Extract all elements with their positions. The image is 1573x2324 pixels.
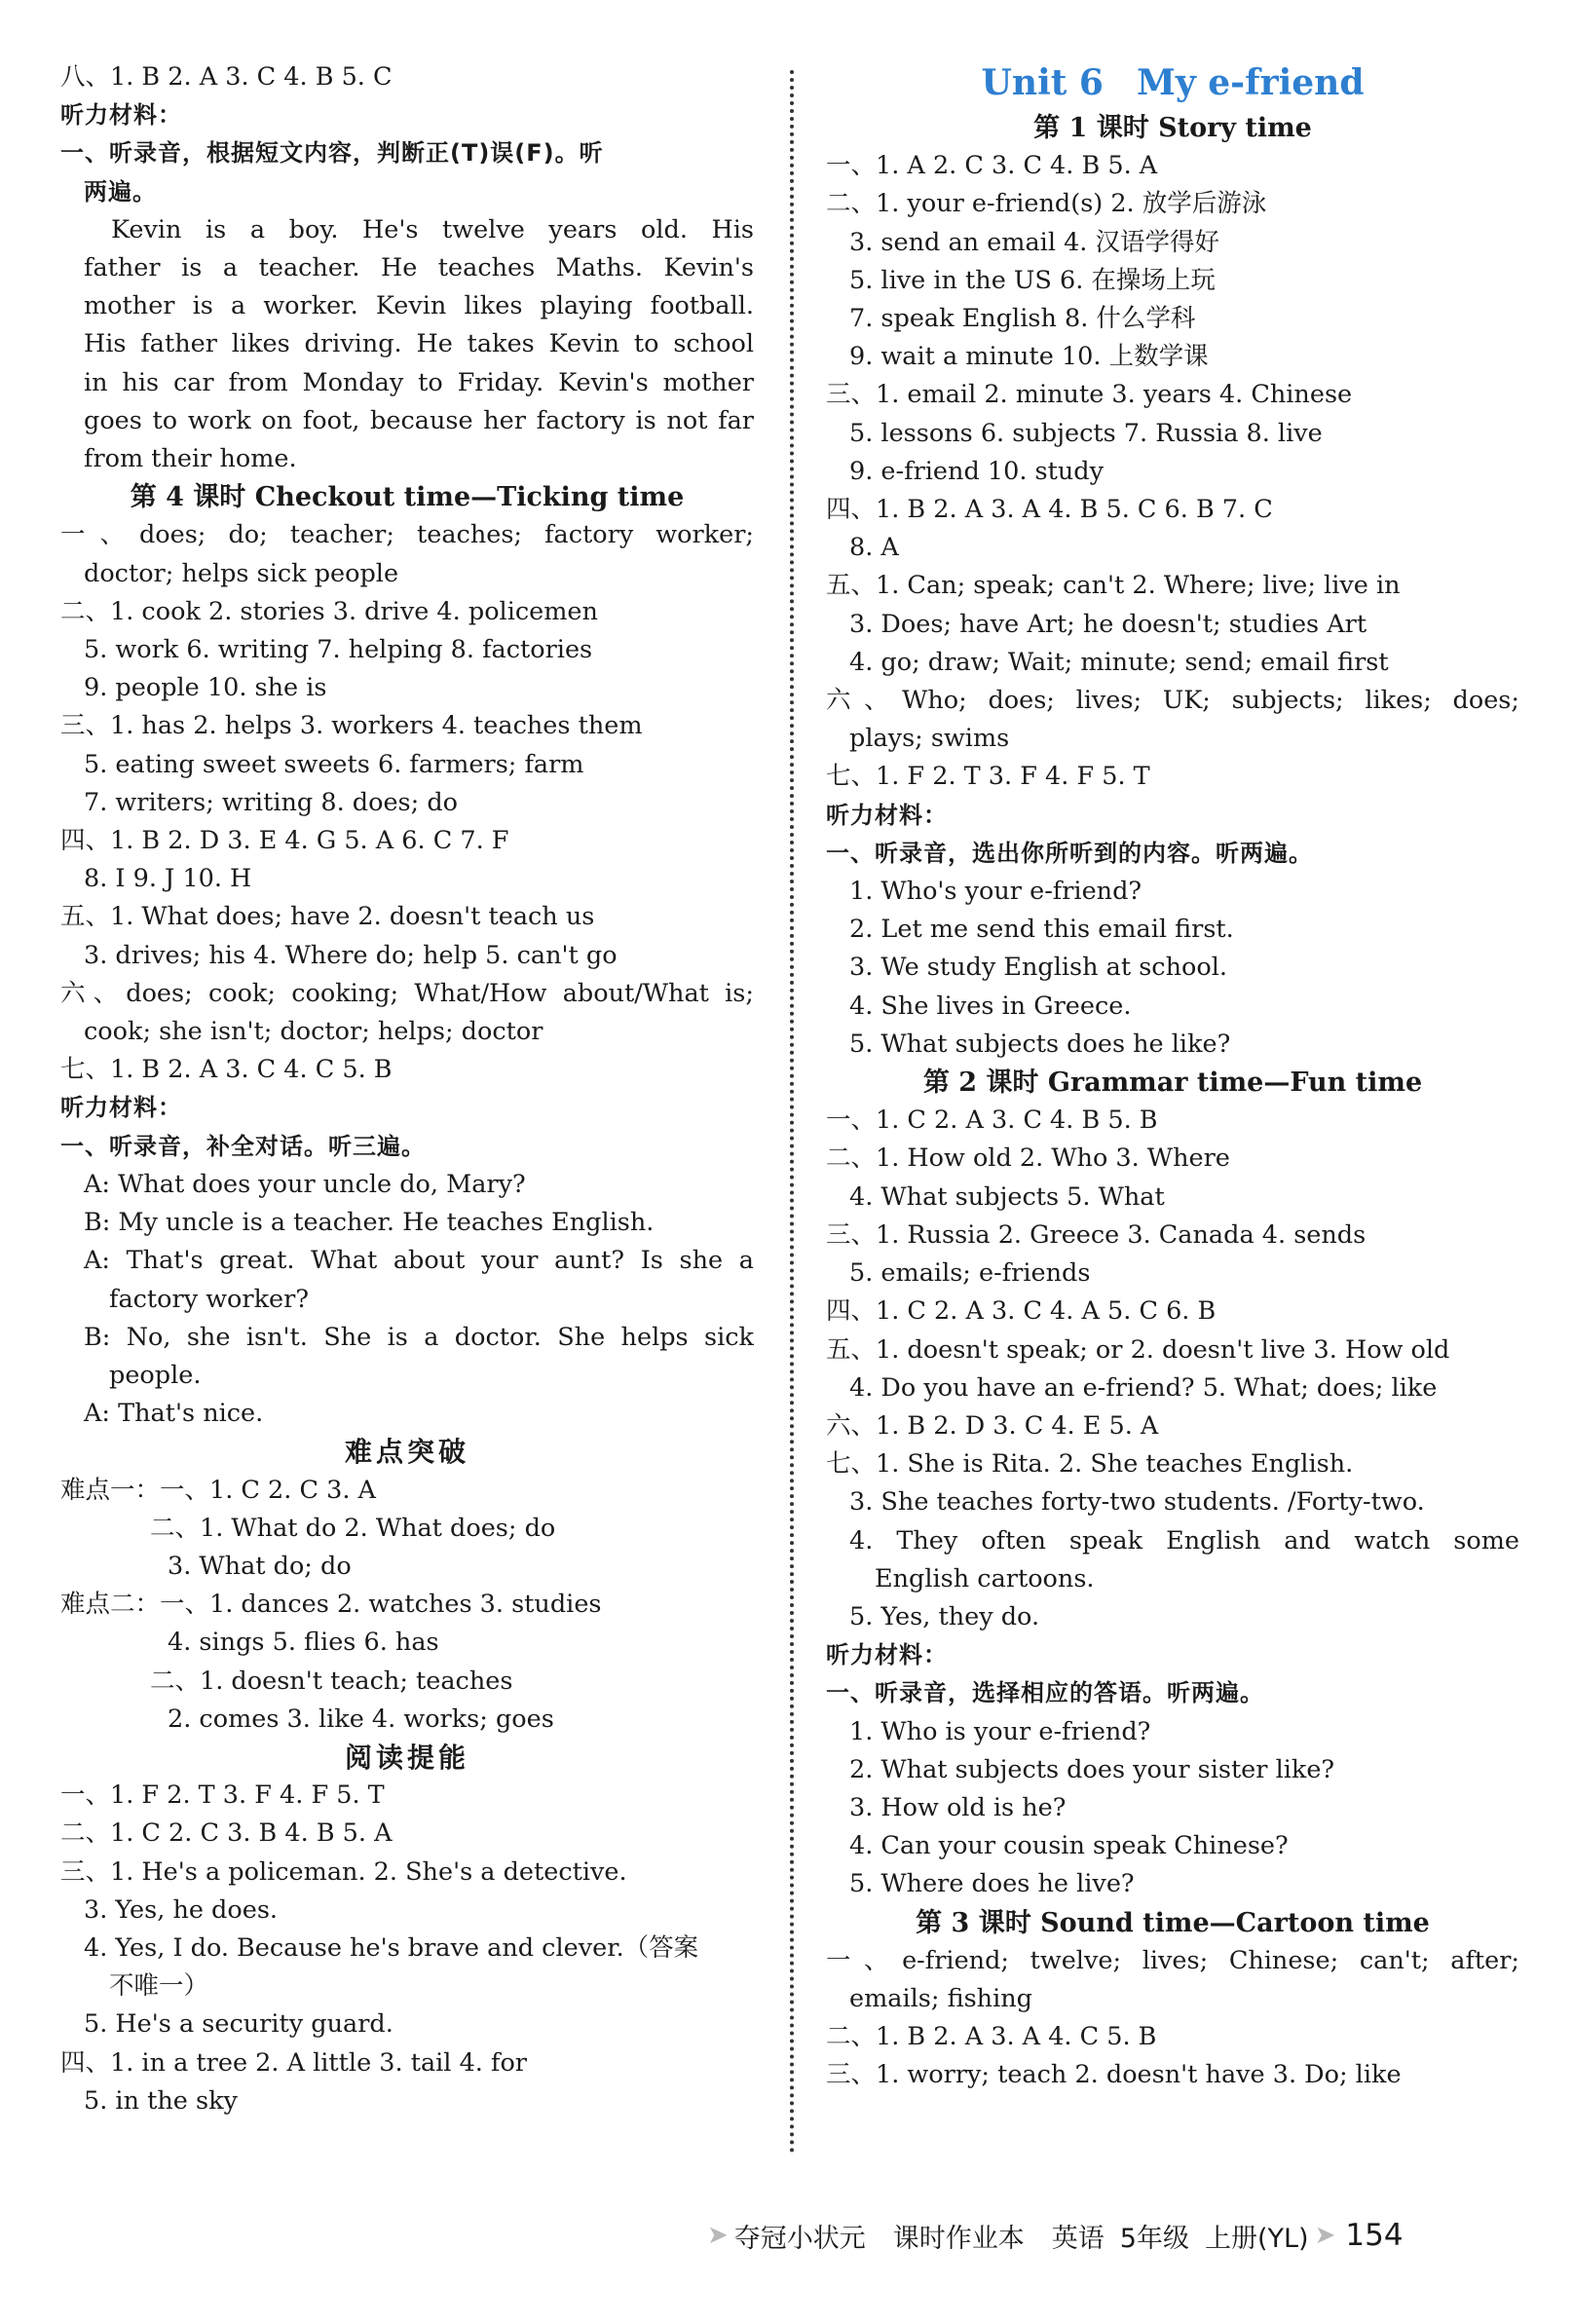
unit-title <box>826 58 1519 107</box>
answer-line: 一、e-friend; twelve; lives; Chinese; can't; after; <box>826 1945 1519 1975</box>
unit-name: My e-friend <box>1136 62 1365 103</box>
answer-line: 5. emails; e-friends <box>849 1258 1091 1289</box>
answer-line: 难点突破 <box>344 1436 469 1469</box>
answer-line: 四、1. C 2. A 3. C 4. A 5. C 6. B <box>826 1296 1217 1327</box>
answer-line: 二、1. doesn't teach; teaches <box>150 1666 513 1696</box>
answer-line: 4. Do you have an e-friend? 5. What; does; like <box>849 1372 1438 1403</box>
right-lines <box>826 109 1519 2095</box>
answer-line: A: That's nice. <box>84 1399 264 1429</box>
answer-line: 不唯一） <box>109 1971 209 2002</box>
answer-line: 二、1. C 2. C 3. B 4. B 5. A <box>60 1818 393 1849</box>
answer-line: 五、1. Can; speak; can't 2. Where; live; live in <box>826 571 1401 601</box>
column-divider <box>790 70 794 2155</box>
answer-line: 三、1. He's a policeman. 2. She's a detective. <box>60 1856 627 1887</box>
answer-line: 5. He's a security guard. <box>84 2009 393 2040</box>
answer-line: English cartoons. <box>875 1563 1095 1593</box>
answer-line: 3. send an email 4. 汉语学得好 <box>849 227 1220 257</box>
answer-line: 三、1. worry; teach 2. doesn't have 3. Do; like <box>826 2060 1402 2090</box>
answer-line: 三、1. Russia 2. Greece 3. Canada 4. sends <box>826 1219 1367 1250</box>
answer-line: 一、听录音，补全对话。听三遍。 <box>60 1132 426 1160</box>
answer-line: 二、1. How old 2. Who 3. Where <box>826 1143 1230 1174</box>
answer-line: plays; swims <box>849 724 1010 754</box>
answer-line: 5. work 6. writing 7. helping 8. factories <box>84 635 593 665</box>
right-column <box>826 58 1519 2095</box>
answer-line: 第 4 课时 Checkout time—Ticking time <box>130 482 685 513</box>
answer-line: 4. She lives in Greece. <box>849 991 1132 1021</box>
answer-line: 4. Can your cousin speak Chinese? <box>849 1831 1289 1861</box>
answer-line: 一、does; do; teacher; teaches; factory worker; <box>60 520 754 550</box>
answer-line: 2. comes 3. like 4. works; goes <box>168 1704 554 1734</box>
answer-line: 五、1. What does; have 2. doesn't teach us <box>60 902 595 932</box>
answer-line: 四、1. B 2. D 3. E 4. G 5. A 6. C 7. F <box>60 826 509 856</box>
answer-line: 阅读提能 <box>344 1741 469 1774</box>
page-footer <box>701 2211 1539 2260</box>
answer-line: B: No, she isn't. She is a doctor. She helps sick <box>84 1322 754 1352</box>
answer-line: 听力材料： <box>826 1641 948 1669</box>
answer-line: 7. speak English 8. 什么学科 <box>849 304 1196 334</box>
answer-line: 4. What subjects 5. What <box>849 1181 1165 1212</box>
arrow-right-icon: ➤ <box>1314 2221 1336 2250</box>
answer-line: 二、1. B 2. A 3. A 4. C 5. B <box>826 2022 1157 2052</box>
answer-line: 二、1. your e-friend(s) 2. 放学后游泳 <box>826 189 1267 219</box>
answer-line: 第 2 课时 Grammar time—Fun time <box>922 1068 1423 1099</box>
arrow-right-icon: ➤ <box>707 2221 729 2250</box>
answer-line: 第 1 课时 Story time <box>1033 113 1312 143</box>
answer-line: 一、听录音，选择相应的答语。听两遍。 <box>826 1679 1264 1707</box>
answer-line: 3. What do; do <box>168 1551 352 1581</box>
answer-line: Kevin is a boy. He's twelve years old. His <box>111 214 754 244</box>
answer-line: factory worker? <box>109 1284 309 1314</box>
answer-line: 难点二：一、1. dances 2. watches 3. studies <box>60 1590 602 1620</box>
answer-line: 听力材料： <box>60 1094 182 1122</box>
answer-line: 4. They often speak English and watch some <box>849 1525 1519 1556</box>
answer-line: 4. Yes, I do. Because he's brave and clever.（答案 <box>84 1932 699 1963</box>
answer-line: 三、1. email 2. minute 3. years 4. Chinese <box>826 380 1353 410</box>
answer-line: 5. eating sweet sweets 6. farmers; farm <box>84 749 584 779</box>
answer-line: 4. sings 5. flies 6. has <box>168 1628 439 1658</box>
left-column <box>60 58 754 2120</box>
footer-grade: 5年级 <box>1119 2223 1189 2254</box>
answer-line: father is a teacher. He teaches Maths. Kevin's <box>84 253 754 283</box>
answer-line: 四、1. B 2. A 3. A 4. B 5. C 6. B 7. C <box>826 495 1273 525</box>
answer-line: 2. What subjects does your sister like? <box>849 1754 1335 1784</box>
answer-line: in his car from Monday to Friday. Kevin's mother <box>84 367 754 397</box>
answer-line: A: What does your uncle do, Mary? <box>84 1169 526 1199</box>
answer-line: 四、1. in a tree 2. A little 3. tail 4. for <box>60 2047 527 2078</box>
unit-number: Unit 6 <box>981 62 1104 103</box>
answer-line: 5. in the sky <box>84 2085 238 2116</box>
answer-line: 三、1. has 2. helps 3. workers 4. teaches them <box>60 711 643 741</box>
answer-line: 5. Yes, they do. <box>849 1601 1040 1631</box>
answer-line: 8. I 9. J 10. H <box>84 864 252 894</box>
answer-line: 二、1. cook 2. stories 3. drive 4. policemen <box>60 596 598 626</box>
answer-line: 六、does; cook; cooking; What/How about/What is; <box>60 978 754 1008</box>
answer-line: emails; fishing <box>849 1983 1032 2013</box>
answer-line: His father likes driving. He takes Kevin to school <box>84 329 754 359</box>
answer-line: people. <box>109 1360 202 1390</box>
answer-line: cook; she isn't; doctor; helps; doctor <box>84 1017 543 1047</box>
answer-line: 六、1. B 2. D 3. C 4. E 5. A <box>826 1410 1159 1441</box>
answer-line: 一、1. A 2. C 3. C 4. B 5. A <box>826 151 1158 181</box>
answer-line: 5. Where does he live? <box>849 1869 1135 1899</box>
answer-line: 一、听录音，根据短文内容，判断正(T)误(F)。听 <box>60 139 604 168</box>
answer-line: 5. live in the US 6. 在操场上玩 <box>849 265 1216 295</box>
answer-line: goes to work on foot, because her factory is not far <box>84 405 754 435</box>
answer-line: A: That's great. What about your aunt? Is she a <box>84 1246 754 1276</box>
answer-line: 听力材料： <box>60 101 182 130</box>
answer-line: 听力材料： <box>826 801 948 829</box>
answer-line: 六、Who; does; lives; UK; subjects; likes; does; <box>826 686 1519 716</box>
answer-line: mother is a worker. Kevin likes playing football. <box>84 291 754 321</box>
answer-line: 七、1. She is Rita. 2. She teaches English. <box>826 1449 1354 1480</box>
answer-line: B: My uncle is a teacher. He teaches English. <box>84 1208 655 1238</box>
answer-line: 3. Does; have Art; he doesn't; studies Art <box>849 609 1367 639</box>
answer-line: 9. people 10. she is <box>84 673 327 703</box>
answer-line: 八、1. B 2. A 3. C 4. B 5. C <box>60 62 393 92</box>
answer-line: 一、1. C 2. A 3. C 4. B 5. B <box>826 1106 1158 1136</box>
answer-line: 8. A <box>849 533 899 563</box>
answer-line: 2. Let me send this email first. <box>849 915 1234 945</box>
answer-line: 3. She teaches forty-two students. /Forty-two. <box>849 1487 1425 1518</box>
answer-line: 5. lessons 6. subjects 7. Russia 8. live <box>849 418 1323 448</box>
answer-line: 五、1. doesn't speak; or 2. doesn't live 3. How old <box>826 1334 1450 1365</box>
answer-line: 七、1. B 2. A 3. C 4. C 5. B <box>60 1055 393 1085</box>
footer-book: 课时作业本 <box>892 2223 1025 2254</box>
answer-line: 3. Yes, he does. <box>84 1894 279 1925</box>
answer-line: 3. How old is he? <box>849 1792 1067 1822</box>
answer-line: 9. e-friend 10. study <box>849 456 1105 486</box>
answer-line: 一、1. F 2. T 3. F 4. F 5. T <box>60 1780 385 1811</box>
answer-line: 5. What subjects does he like? <box>849 1029 1231 1059</box>
answer-line: 二、1. What do 2. What does; do <box>150 1513 556 1543</box>
answer-line: 一、听录音，选出你所听到的内容。听两遍。 <box>826 839 1313 867</box>
footer-volume: 上册(YL) <box>1204 2223 1309 2254</box>
answer-line: 3. drives; his 4. Where do; help 5. can't go <box>84 940 618 970</box>
footer-subject: 英语 <box>1051 2223 1105 2254</box>
page-number: 154 <box>1345 2218 1404 2253</box>
answer-line: 第 3 课时 Sound time—Cartoon time <box>916 1907 1430 1938</box>
answer-line: 3. We study English at school. <box>849 953 1227 983</box>
answer-line: 9. wait a minute 10. 上数学课 <box>849 342 1209 372</box>
answer-line: doctor; helps sick people <box>84 558 399 588</box>
answer-line: 1. Who's your e-friend? <box>849 877 1142 907</box>
answer-line: from their home. <box>84 444 297 474</box>
answer-line: 两遍。 <box>84 177 157 206</box>
answer-line: 1. Who is your e-friend? <box>849 1716 1151 1746</box>
answer-line: 4. go; draw; Wait; minute; send; email first <box>849 647 1389 677</box>
answer-line: 难点一：一、1. C 2. C 3. A <box>60 1475 376 1505</box>
footer-brand: 夺冠小状元 <box>733 2223 866 2254</box>
answer-line: 七、1. F 2. T 3. F 4. F 5. T <box>826 762 1150 792</box>
answer-line: 7. writers; writing 8. does; do <box>84 787 459 817</box>
